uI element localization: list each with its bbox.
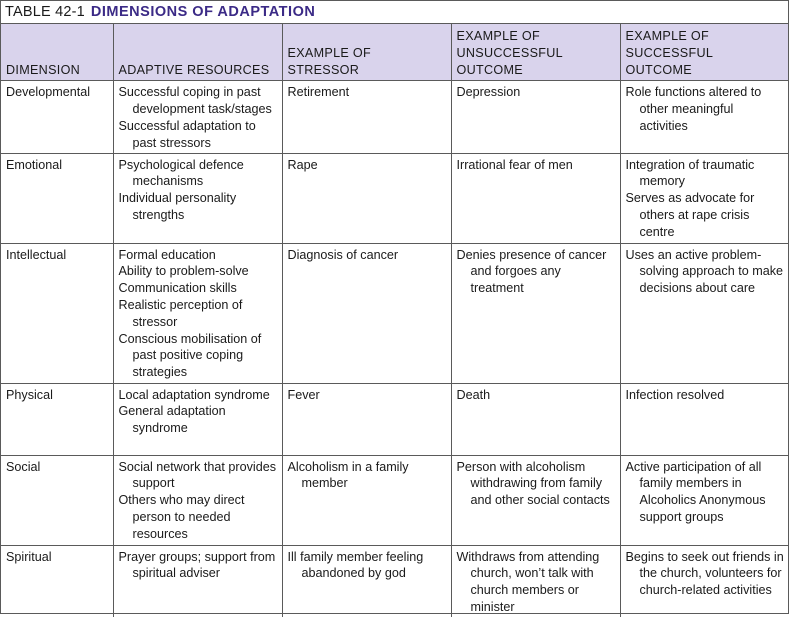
cell-item: Withdraws from attending church, won’t talk with church members or minister [456,549,600,614]
table-caption [1,1,788,24]
adaptation-table [1,24,788,617]
table-row [1,243,788,383]
cell-item: Communication skills [118,281,237,296]
cell-successful-outcome [620,153,788,243]
cell-item: Individual personality strengths [118,191,237,222]
cell-adaptive-resources [113,243,282,383]
header-example-stressor [282,24,451,81]
cell-successful-outcome [620,455,788,545]
cell-stressor [282,153,451,243]
cell-item: Depression [456,85,521,100]
cell-adaptive-resources [113,545,282,617]
table-title: DIMENSIONS OF ADAPTATION [90,4,316,20]
cell-item: Serves as advocate for others at rape crisis centre [625,191,755,239]
header-line: EXAMPLE OF [625,29,709,43]
cell-dimension: Social [1,455,113,545]
header-line: STRESSOR [287,62,360,77]
table-body [1,81,788,617]
header-line: OUTCOME [456,62,523,77]
cell-stressor [282,383,451,455]
cell-item: Prayer groups; support from spiritual adviser [118,549,276,581]
cell-item: Successful adaptation to past stressors [118,118,256,150]
cell-item: Conscious mobilisation of past positive coping strategies [118,331,262,380]
cell-adaptive-resources [113,81,282,153]
cell-item: Uses an active problem-solving approach to make decisions about care [625,247,784,296]
table-row [1,545,788,617]
header-row [1,24,788,81]
cell-item: Formal education [118,247,216,262]
cell-unsuccessful-outcome [451,153,620,243]
cell-item: Ability to problem-solve [118,264,249,279]
cell-successful-outcome [620,81,788,153]
cell-item: Successful coping in past development task/stages [118,85,272,117]
cell-stressor [282,243,451,383]
cell-adaptive-resources [113,383,282,455]
cell-item: Local adaptation syndrome [118,387,270,402]
cell-item: Death [456,387,491,402]
cell-dimension: Emotional [1,153,113,243]
table-row [1,81,788,153]
cell-item: Begins to seek out friends in the church, volunteers for church-related activities [625,549,784,598]
cell-item: Others who may direct person to needed resources [118,493,245,541]
table-row [1,153,788,243]
header-line: SUCCESSFUL [625,45,714,60]
header-line: UNSUCCESSFUL [456,45,563,60]
cell-unsuccessful-outcome [451,243,620,383]
cell-item: Realistic perception of stressor [118,297,243,329]
header-example-unsuccessful-outcome [451,24,620,81]
cell-item: Retirement [287,85,350,100]
cell-item: Psychological defence mechanisms [118,157,244,189]
header-dimension [1,24,113,81]
cell-item: Ill family member feeling abandoned by god [287,549,424,581]
cell-item: Irrational fear of men [456,157,573,172]
cell-item: Fever [287,387,320,402]
cell-item: Role functions altered to other meaningful activities [625,85,762,133]
cell-unsuccessful-outcome [451,383,620,455]
header-example-successful-outcome [620,24,788,81]
header-line: ADAPTIVE RESOURCES [118,62,270,77]
cell-item: Integration of traumatic memory [625,157,755,189]
cell-dimension: Intellectual [1,243,113,383]
cell-successful-outcome [620,383,788,455]
cell-dimension: Physical [1,383,113,455]
cell-item: Diagnosis of cancer [287,247,399,262]
cell-unsuccessful-outcome [451,455,620,545]
cell-item: Denies presence of cancer and forgoes any treatment [456,247,607,296]
cell-unsuccessful-outcome [451,545,620,617]
cell-successful-outcome [620,545,788,617]
cell-stressor [282,545,451,617]
header-line: EXAMPLE OF [287,45,371,60]
cell-dimension: Spiritual [1,545,113,617]
cell-stressor [282,455,451,545]
cell-item: General adaptation syndrome [118,404,226,436]
cell-item: Social network that provides support [118,459,277,491]
header-line: EXAMPLE OF [456,29,540,43]
cell-item: Alcoholism in a family member [287,459,409,491]
cell-item: Infection resolved [625,387,725,402]
header-line: DIMENSION [6,62,81,77]
cell-adaptive-resources [113,455,282,545]
cell-item: Person with alcoholism withdrawing from family and other social contacts [456,459,610,508]
cell-dimension: Developmental [1,81,113,153]
cell-successful-outcome [620,243,788,383]
header-adaptive-resources [113,24,282,81]
header-line: OUTCOME [625,62,692,77]
table-row [1,383,788,455]
cell-item: Rape [287,157,318,172]
cell-adaptive-resources [113,153,282,243]
cell-stressor [282,81,451,153]
cell-unsuccessful-outcome [451,81,620,153]
cell-item: Active participation of all family members in Alcoholics Anonymous support groups [625,459,766,524]
table-number: TABLE 42-1 [5,4,85,20]
table-row [1,455,788,545]
